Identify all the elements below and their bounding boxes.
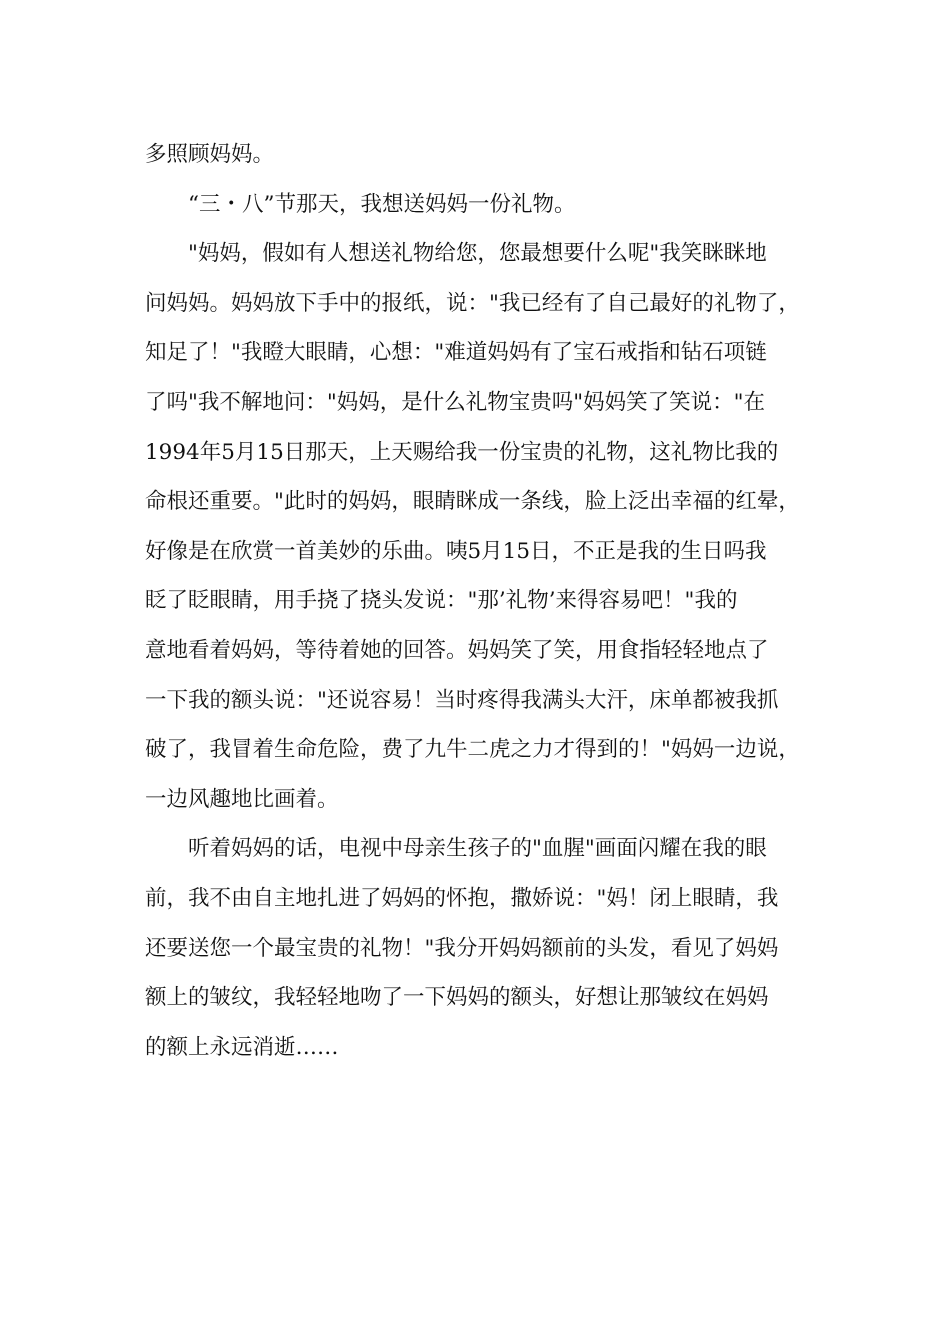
text-line: 一边风趣地比画着。 [145, 786, 339, 812]
text-line: “三・八”节那天，我想送妈妈一份礼物。 [145, 191, 576, 217]
text-line: "妈妈，假如有人想送礼物给您，您最想要什么呢"我笑眯眯地 [145, 241, 767, 267]
text-line: 好像是在欣赏一首美妙的乐曲。咦5月15日，不正是我的生日吗我 [145, 538, 767, 564]
text-line: 多照顾妈妈。 [145, 142, 275, 167]
text-line: 破了，我冒着生命危险，费了九牛二虎之力才得到的！"妈妈一边说， [145, 737, 800, 763]
text-line: 眨了眨眼睛，用手挠了挠头发说："那’礼物’来得容易吧！"我的 [145, 588, 738, 614]
text-line: 意地看着妈妈，等待着她的回答。妈妈笑了笑，用食指轻轻地点了 [145, 637, 769, 663]
text-line: 还要送您一个最宝贵的礼物！"我分开妈妈额前的头发，看见了妈妈 [145, 935, 779, 961]
text-line: 知足了！"我瞪大眼睛，心想："难道妈妈有了宝石戒指和钻石项链 [145, 340, 767, 366]
document-body [145, 130, 810, 1072]
text-line: 问妈妈。妈妈放下手中的报纸，说："我已经有了自己最好的礼物了， [145, 290, 800, 316]
text-line: 听着妈妈的话，电视中母亲生孩子的"血腥"画面闪耀在我的眼 [145, 836, 767, 862]
text-line: 一下我的额头说："还说容易！当时疼得我满头大汗，床单都被我抓 [145, 687, 779, 713]
text-line: 1994年5月15日那天，上天赐给我一份宝贵的礼物，这礼物比我的 [145, 439, 779, 465]
text-line: 额上的皱纹，我轻轻地吻了一下妈妈的额头，好想让那皱纹在妈妈 [145, 985, 769, 1011]
text-line: 了吗"我不解地问："妈妈，是什么礼物宝贵吗"妈妈笑了笑说："在 [145, 389, 766, 415]
text-line: 前，我不由自主地扎进了妈妈的怀抱，撒娇说："妈！闭上眼睛，我 [145, 885, 779, 911]
text-line: 命根还重要。"此时的妈妈，眼睛眯成一条线，脸上泛出幸福的红晕， [145, 489, 800, 515]
text-line: 的额上永远消逝…… [145, 1034, 339, 1060]
